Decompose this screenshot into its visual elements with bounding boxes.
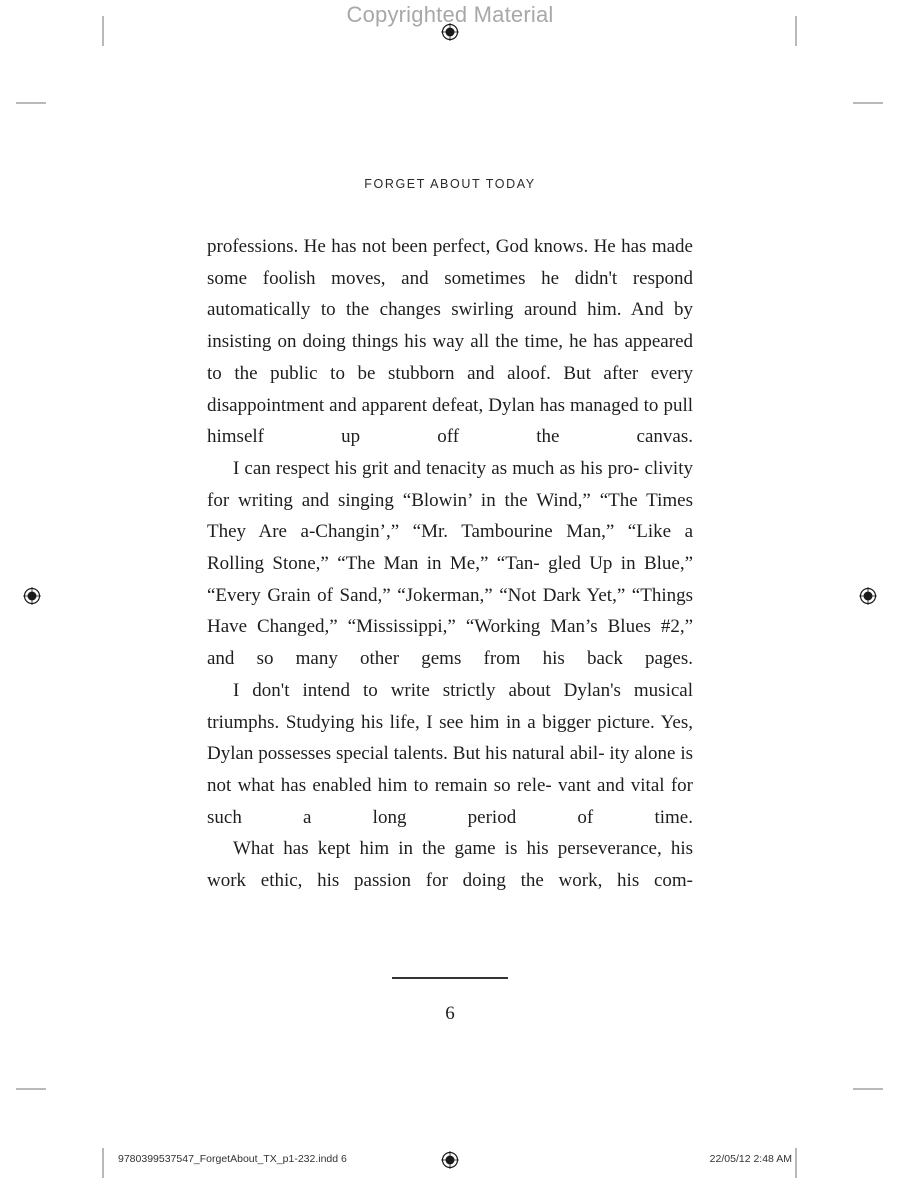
text-line: his work ethic, his passion for doing the work, his com-	[207, 838, 694, 892]
text-line: I can respect his grit and tenacity as much as his pro-	[233, 457, 640, 479]
text-line: respond automatically to the changes swirling around	[207, 267, 693, 321]
text-line: “Working Man’s Blues #2,” and so many other gems from	[207, 616, 694, 670]
registration-mark-top-icon	[441, 23, 459, 41]
text-line: he has appeared to the public to be stubborn and aloof.	[207, 331, 694, 384]
registration-mark-right-icon	[859, 587, 877, 605]
text-line: But after every disappointment and apparent defeat,	[207, 362, 693, 416]
text-line: his back pages.	[542, 648, 693, 670]
text-line: Yes, Dylan possesses special talents. But his natural abil-	[207, 711, 694, 765]
text-line: “The Times They Are a-Changin’,” “Mr. Tambourine	[207, 489, 694, 543]
text-line: him. And by insisting on doing things his way all the time,	[207, 299, 693, 353]
registration-mark-left-icon	[23, 587, 41, 605]
crop-mark-right-top	[853, 102, 883, 104]
text-line: What has kept him in the game is his perseverance,	[233, 838, 662, 860]
text-line: clivity for writing and singing “Blowin’ in the Wind,”	[207, 457, 693, 511]
text-line: made some foolish moves, and sometimes he didn't	[207, 236, 693, 289]
crop-mark-bottom-left	[102, 1148, 104, 1178]
footer-rule	[392, 977, 508, 979]
text-line: gled Up in Blue,” “Every Grain of Sand,” “Jokerman,”	[207, 553, 694, 606]
paragraph	[207, 231, 693, 453]
slug-timestamp: 22/05/12 2:48 AM	[709, 1153, 792, 1165]
paragraph	[207, 453, 693, 675]
paragraph	[207, 833, 693, 896]
slug-filename: 9780399537547_ForgetAbout_TX_p1-232.indd 6	[118, 1153, 347, 1165]
crop-mark-top-right	[795, 16, 797, 46]
text-line: professions. He has not been perfect, God knows. He has	[207, 236, 647, 257]
text-line: vant and vital for such a long period of time.	[207, 774, 693, 828]
crop-mark-top-left	[102, 16, 104, 46]
registration-mark-bottom-icon	[441, 1151, 459, 1169]
running-head: FORGET ABOUT TODAY	[364, 177, 536, 191]
page-number: 6	[445, 1003, 455, 1024]
crop-mark-right-bottom	[853, 1088, 883, 1090]
crop-mark-left-bottom	[16, 1088, 46, 1090]
paragraph	[207, 675, 693, 834]
crop-mark-bottom-right	[795, 1148, 797, 1178]
text-line: Man,” “Like a Rolling Stone,” “The Man in Me,” “Tan-	[207, 521, 694, 575]
text-line: “Not Dark Yet,” “Things Have Changed,” “Mississippi,”	[207, 584, 693, 638]
body-text	[207, 231, 693, 897]
copyright-watermark: Copyrighted Material	[346, 2, 554, 27]
text-line: ity alone is not what has enabled him to remain so rele-	[207, 743, 693, 796]
crop-mark-left-top	[16, 102, 46, 104]
text-line: I don't intend to write strictly about Dylan's musical	[233, 679, 693, 701]
text-line: triumphs. Studying his life, I see him in a bigger picture.	[207, 711, 655, 733]
text-line: Dylan has managed to pull himself up off the canvas.	[207, 394, 694, 448]
